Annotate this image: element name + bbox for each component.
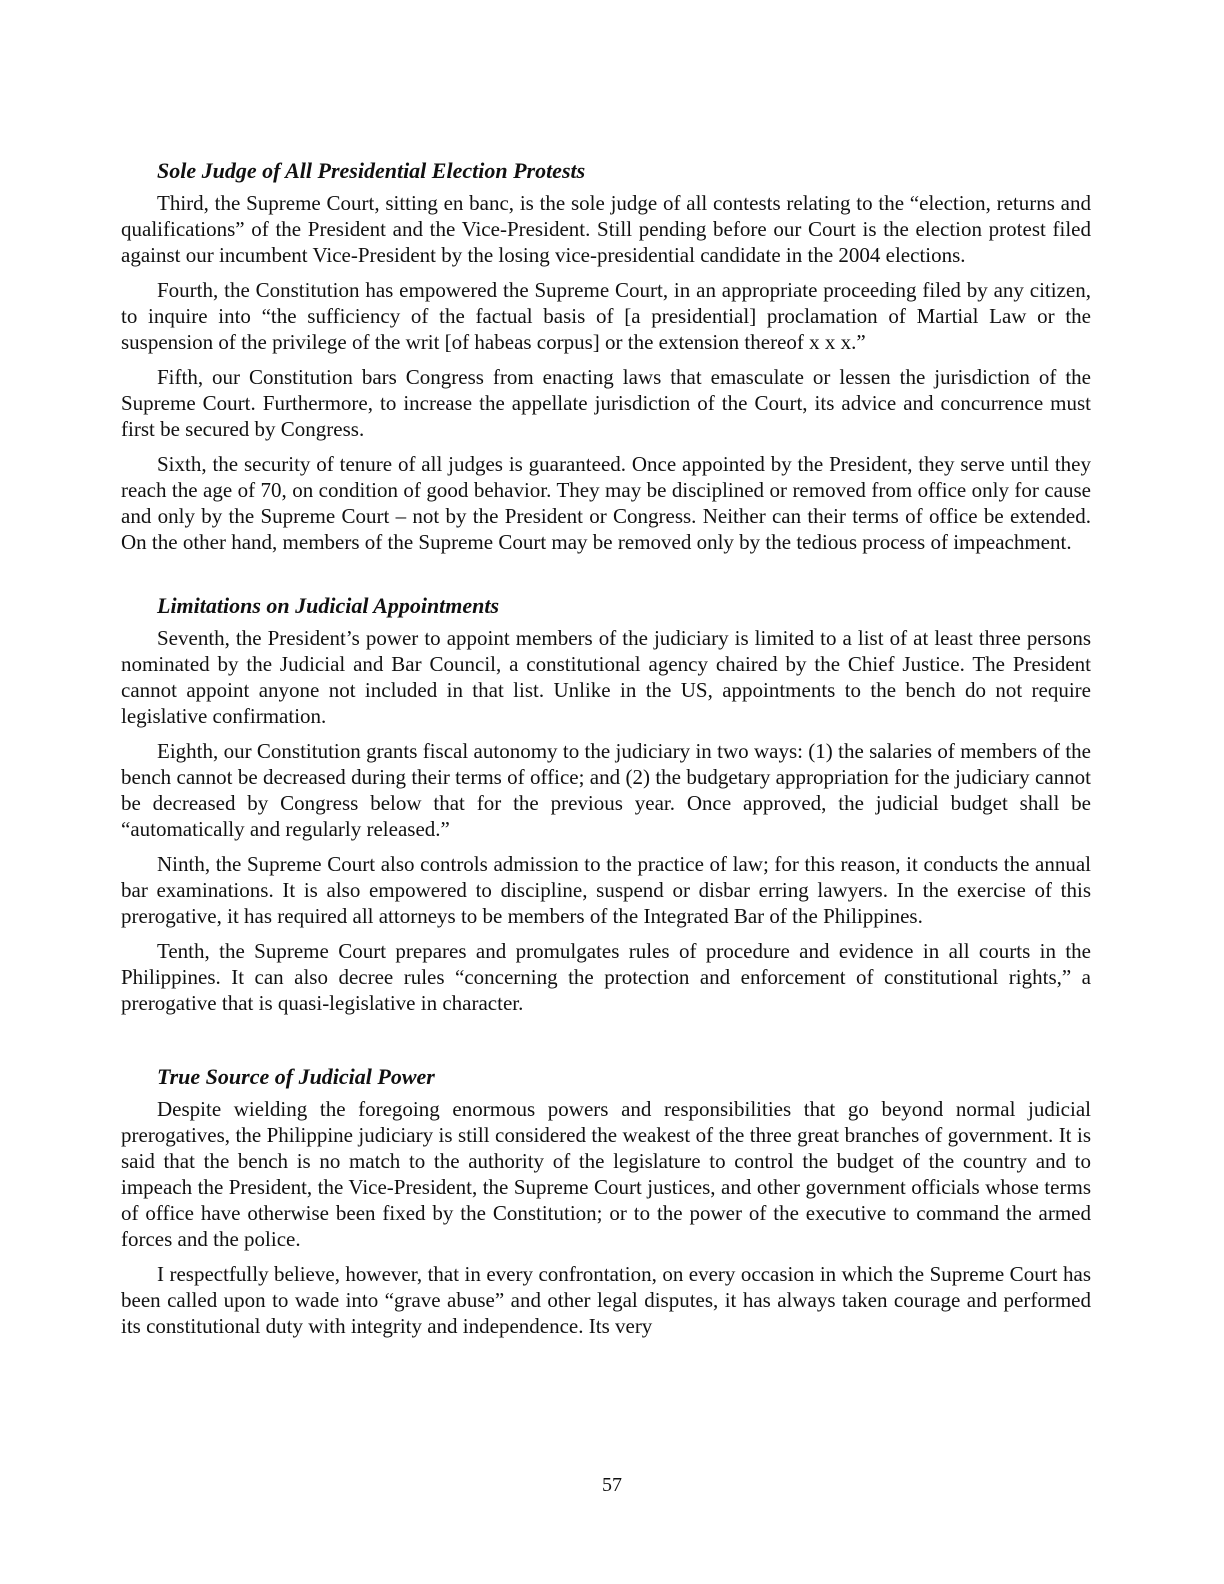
paragraph: I respectfully believe, however, that in every confrontation, on every occasion in which the Supreme Court has been called upon to wade into “grave abuse” and other legal disputes, it has always taken courage and performed its constitutional duty with integrity and independence. Its very [121,1262,1091,1338]
paragraph: Fourth, the Constitution has empowered the Supreme Court, in an appropriate proceeding filed by any citizen, to inquire into “the sufficiency of the factual basis of [a presidential] proclamation of Martial Law or the suspension of the privilege of the writ [of habeas corpus] or the extension thereof x x x.” [121,278,1091,354]
section-judicial-appointments [121,591,1091,1016]
paragraph: Eighth, our Constitution grants fiscal autonomy to the judiciary in two ways: (1) the salaries of members of the bench cannot be decreased during their terms of office; and (2) the budgetary appropriation for the judiciary cannot be decreased by Congress below that for the previous year. Once approved, the judicial budget shall be “automatically and regularly released.” [121,739,1091,841]
section-heading: True Source of Judicial Power [157,1064,435,1089]
paragraph: Third, the Supreme Court, sitting en banc, is the sole judge of all contests relating to the “election, returns and qualifications” of the President and the Vice-President. Still pending before our Court is the election protest filed against our incumbent Vice-President by the losing vice-presidential candidate in the 2004 elections. [121,191,1091,267]
document-page [121,156,1091,1348]
section-election-protests [121,156,1091,555]
paragraph: Seventh, the President’s power to appoint members of the judiciary is limited to a list of at least three persons nominated by the Judicial and Bar Council, a constitutional agency chaired by the Chief Justice. The President cannot appoint anyone not included in that list. Unlike in the US, appointments to the bench do not require legislative confirmation. [121,626,1091,728]
section-heading: Limitations on Judicial Appointments [157,593,500,618]
paragraph: Tenth, the Supreme Court prepares and promulgates rules of procedure and evidence in all courts in the Philippines. It can also decree rules “concerning the protection and enforcement of constitutional rights,” a prerogative that is quasi-legislative in character. [121,939,1091,1015]
paragraph: Sixth, the security of tenure of all judges is guaranteed. Once appointed by the President, they serve until they reach the age of 70, on condition of good behavior. They may be disciplined or removed from office only for cause and only by the Supreme Court – not by the President or Congress. Neither can their terms of office be extended. On the other hand, members of the Supreme Court may be removed only by the tedious process of impeachment. [121,452,1091,554]
section-heading: Sole Judge of All Presidential Election Protests [157,158,586,183]
page-number: 57 [602,1474,622,1496]
paragraph: Fifth, our Constitution bars Congress from enacting laws that emasculate or lessen the jurisdiction of the Supreme Court. Furthermore, to increase the appellate jurisdiction of the Court, its advice and concurrence must first be secured by Congress. [121,365,1091,441]
paragraph: Despite wielding the foregoing enormous powers and responsibilities that go beyond normal judicial prerogatives, the Philippine judiciary is still considered the weakest of the three great branches of government. It is said that the bench is no match to the authority of the legislature to control the budget of the country and to impeach the President, the Vice-President, the Supreme Court justices, and other government officials whose terms of office have otherwise been fixed by the Constitution; or to the power of the executive to command the armed forces and the police. [121,1097,1091,1251]
paragraph: Ninth, the Supreme Court also controls admission to the practice of law; for this reason, it conducts the annual bar examinations. It is also empowered to discipline, suspend or disbar erring lawyers. In the exercise of this prerogative, it has required all attorneys to be members of the Integrated Bar of the Philippines. [121,852,1091,928]
section-judicial-power [121,1062,1091,1339]
